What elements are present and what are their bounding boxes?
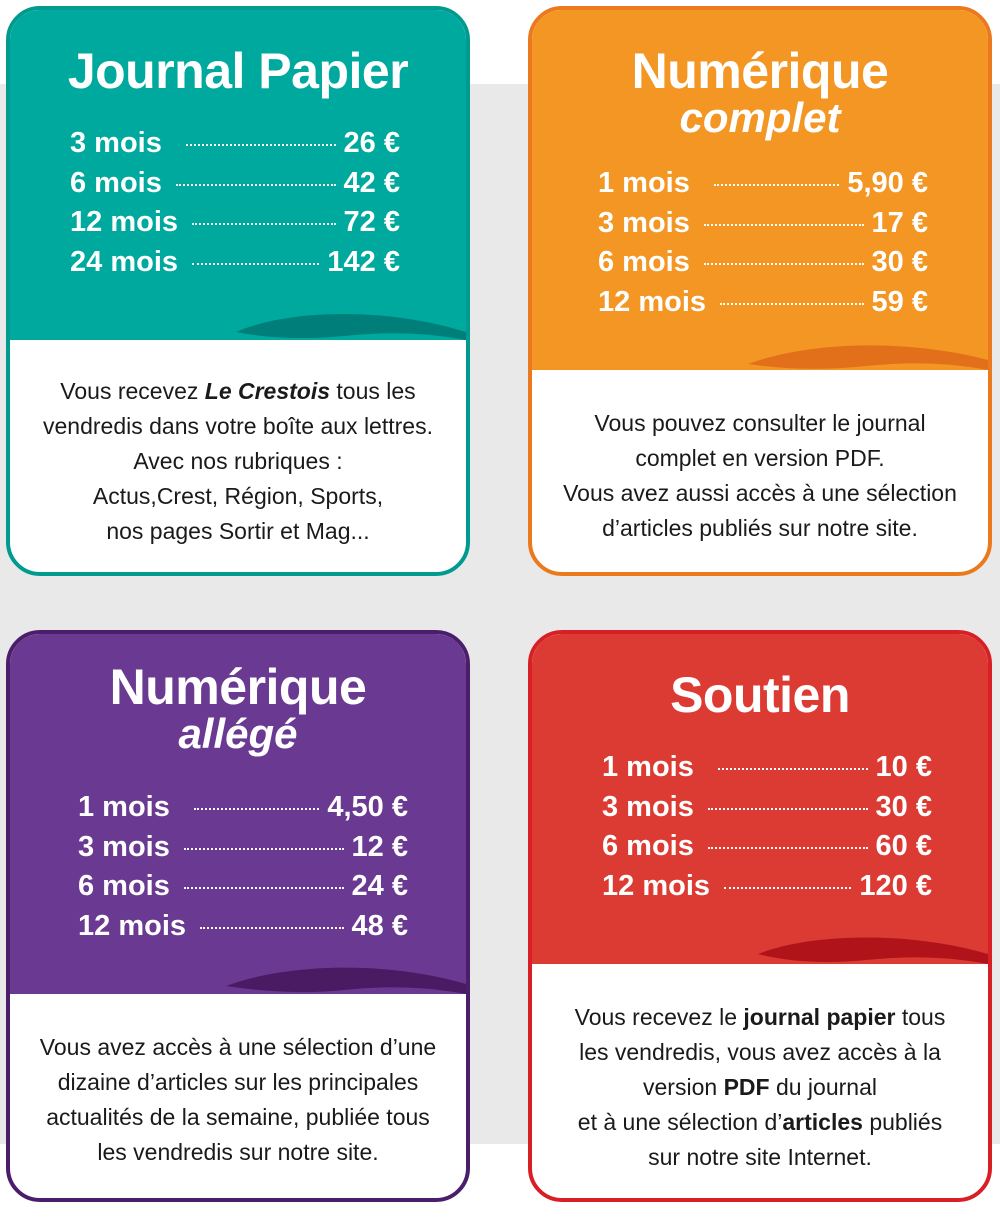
price-row (78, 867, 408, 907)
price-row (70, 124, 400, 164)
duration: 3 mois (78, 830, 170, 863)
duration: 1 mois (602, 751, 694, 783)
wave-decoration (532, 340, 988, 400)
card-description: Vous recevez le journal papier tous les vendredis, vous avez accès à la version PDF du journal et à une sélection d’articles publiés sur notre site Internet. (574, 1004, 946, 1170)
price: 60 € (875, 830, 932, 862)
price-row (598, 204, 928, 244)
price-row (598, 243, 928, 283)
duration: 12 mois (70, 206, 178, 238)
price: 26 € (343, 127, 400, 159)
price: 30 € (875, 790, 932, 823)
price-row (602, 748, 932, 788)
price: 120 € (859, 869, 932, 902)
price-list (78, 788, 408, 946)
duration: 1 mois (78, 791, 170, 823)
price-row (70, 203, 400, 243)
card-title: Numérique (631, 43, 889, 99)
price-row (78, 788, 408, 828)
price-list (598, 164, 928, 322)
price: 48 € (351, 909, 408, 942)
price: 30 € (871, 246, 928, 278)
price-row (602, 867, 932, 907)
price-row (70, 243, 400, 283)
card-subtitle: complet (679, 94, 841, 141)
card-numerique-complet[interactable] (528, 6, 992, 576)
price-list (70, 124, 400, 282)
duration: 12 mois (78, 909, 186, 942)
duration: 24 mois (70, 245, 178, 278)
wave-decoration (10, 964, 466, 1024)
price: 42 € (343, 166, 400, 199)
price: 4,50 € (327, 791, 408, 823)
duration: 3 mois (70, 127, 162, 159)
duration: 3 mois (602, 790, 694, 823)
wave-decoration (10, 310, 466, 370)
duration: 1 mois (598, 167, 690, 199)
price-row (602, 788, 932, 828)
card-title: Journal Papier (67, 43, 409, 99)
card-description: Vous recevez Le Crestois tous les vendredis dans votre boîte aux lettres. Avec nos rubriques : Actus,Crest, Région, Sports, nos pages Sortir et Mag... (43, 378, 433, 544)
card-numerique-allege[interactable] (6, 630, 470, 1202)
price: 142 € (327, 245, 400, 278)
price-row (602, 827, 932, 867)
price: 72 € (343, 206, 400, 238)
newspaper-name: Le Crestois (204, 378, 331, 404)
duration: 12 mois (602, 869, 710, 902)
duration: 6 mois (602, 830, 694, 862)
duration: 6 mois (70, 166, 162, 199)
price: 59 € (871, 285, 928, 318)
price-row (598, 164, 928, 204)
card-journal-papier[interactable] (6, 6, 470, 576)
price: 24 € (351, 870, 408, 902)
price-row (78, 828, 408, 868)
card-description: Vous pouvez consulter le journal complet en version PDF. Vous avez aussi accès à une sélection d’articles publiés sur notre site. (563, 410, 957, 541)
price-row (78, 907, 408, 947)
price: 5,90 € (847, 167, 928, 199)
card-title: Numérique (109, 659, 367, 715)
price: 10 € (875, 751, 932, 783)
price: 17 € (871, 206, 928, 239)
wave-decoration (532, 934, 988, 994)
price-row (70, 164, 400, 204)
duration: 3 mois (598, 206, 690, 239)
duration: 12 mois (598, 285, 706, 318)
card-subtitle: allégé (178, 710, 298, 757)
duration: 6 mois (598, 246, 690, 278)
card-title: Soutien (670, 667, 850, 723)
price-list (602, 748, 932, 906)
card-description: Vous avez accès à une sélection d’une dizaine d’articles sur les principales actualités de la semaine, publiée tous les vendredis sur notre site. (39, 1034, 437, 1165)
price: 12 € (351, 830, 408, 863)
price-row (598, 283, 928, 323)
card-soutien[interactable] (528, 630, 992, 1202)
duration: 6 mois (78, 870, 170, 902)
